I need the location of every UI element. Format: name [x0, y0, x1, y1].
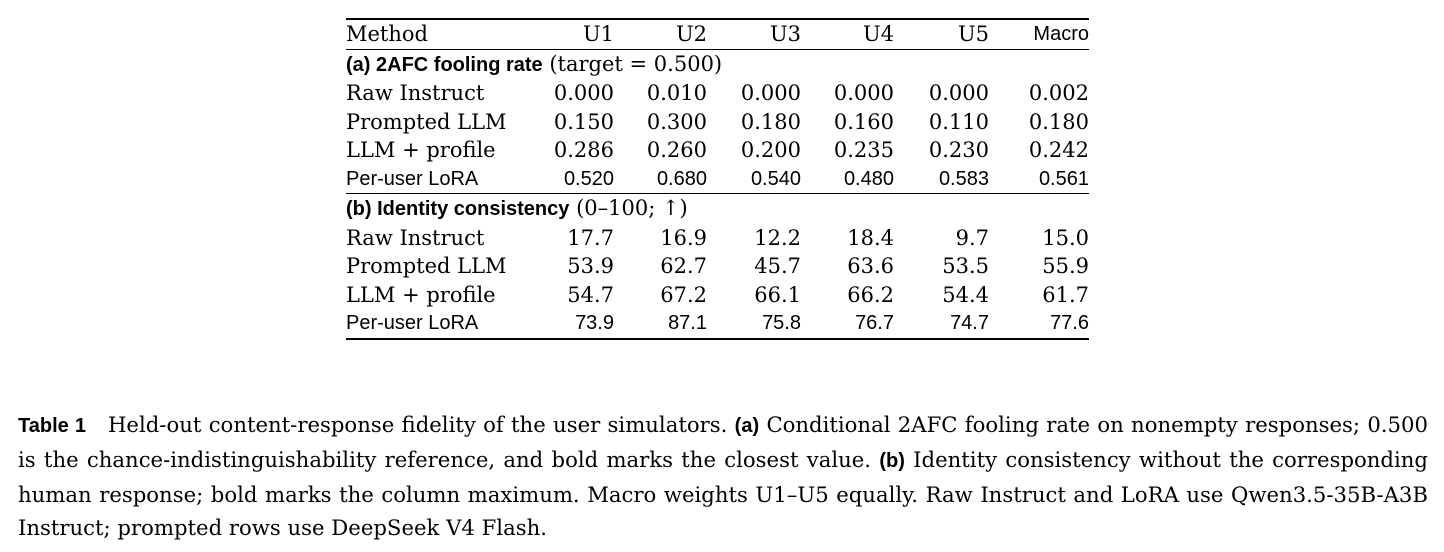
column-header-u2: U2	[675, 22, 707, 46]
section-a-note: (target = 0.500)	[549, 51, 723, 76]
value-cell: 0.110	[928, 109, 989, 134]
value-cell: 0.286	[553, 138, 614, 162]
value-cell: 63.6	[847, 254, 894, 278]
caption-part-a-text: Conditional 2AFC fooling rate on nonempty responses; 0.500 is the chance-indistinguishability reference, and bold marks the closest value.	[18, 412, 1428, 472]
value-cell: 87.1	[668, 312, 707, 334]
value-cell: 54.4	[942, 282, 989, 307]
macro-cell: 77.6	[1050, 312, 1089, 334]
method-cell: Prompted LLM	[346, 254, 507, 278]
macro-cell: 0.561	[1038, 167, 1089, 190]
column-header-u1: U1	[582, 22, 614, 46]
value-cell: 0.010	[646, 81, 707, 105]
macro-cell: 55.9	[1042, 254, 1089, 278]
macro-cell: 0.180	[1028, 109, 1089, 134]
value-cell: 73.9	[575, 312, 614, 334]
value-cell: 0.000	[928, 81, 989, 105]
caption-intro: Held-out content-response fidelity of the user simulators.	[107, 412, 728, 437]
table-row	[346, 224, 1089, 253]
column-header-u3: U3	[769, 22, 801, 46]
value-cell: 53.9	[567, 254, 614, 278]
value-cell: 9.7	[955, 225, 989, 250]
value-cell: 0.150	[553, 109, 614, 134]
caption-part-b-label: (b)	[879, 450, 905, 472]
section-b-title: (b) Identity consistency	[346, 198, 570, 220]
value-cell: 18.4	[847, 225, 894, 250]
value-cell: 0.000	[553, 81, 614, 105]
column-header-u5: U5	[957, 22, 989, 46]
section-b-note: (0–100; ↑)	[576, 196, 688, 220]
value-cell: 0.480	[843, 167, 894, 190]
column-header-u4: U4	[862, 22, 894, 46]
value-cell: 53.5	[942, 254, 989, 278]
table-row	[346, 79, 1089, 108]
value-cell: 16.9	[660, 225, 707, 250]
method-cell: Raw Instruct	[346, 81, 485, 105]
section-a-title: (a) 2AFC fooling rate	[346, 53, 543, 76]
table-row	[346, 281, 1089, 310]
method-cell: Per-user LoRA	[346, 167, 479, 190]
caption-part-b-text: Identity consistency without the corresponding human response; bold marks the column maximum. Macro weights U1–U5 equally. Raw Instruct and LoRA use Qwen3.5-35B-A3B Instruct; prompted rows use DeepSeek V4 Flash.	[18, 447, 1428, 540]
value-cell: 0.230	[928, 138, 989, 162]
value-cell: 0.000	[833, 81, 894, 105]
method-cell: LLM + profile	[346, 138, 496, 162]
value-cell: 54.7	[567, 282, 614, 307]
table-row-best	[346, 165, 1089, 194]
value-cell: 62.7	[660, 254, 707, 278]
results-table	[346, 18, 1089, 340]
macro-cell: 0.002	[1028, 81, 1089, 105]
value-cell: 0.200	[740, 138, 801, 162]
value-cell: 0.180	[740, 109, 801, 134]
macro-cell: 15.0	[1042, 225, 1089, 250]
value-cell: 0.680	[656, 167, 707, 190]
value-cell: 67.2	[660, 282, 707, 307]
table-caption	[18, 408, 1428, 544]
table-row	[346, 136, 1089, 165]
caption-label: Table 1	[18, 415, 87, 437]
caption-part-a-label: (a)	[734, 415, 760, 437]
macro-cell: 61.7	[1042, 282, 1089, 307]
column-header-macro: Macro	[1033, 23, 1089, 45]
value-cell: 0.000	[740, 81, 801, 105]
value-cell: 0.160	[833, 109, 894, 134]
value-cell: 66.2	[847, 282, 894, 307]
value-cell: 0.235	[833, 138, 894, 162]
table-row-best	[346, 309, 1089, 339]
value-cell: 66.1	[754, 282, 801, 307]
value-cell: 45.7	[754, 254, 801, 278]
value-cell: 75.8	[762, 312, 801, 334]
macro-cell: 0.242	[1028, 138, 1089, 162]
column-header-method: Method	[346, 22, 428, 46]
method-cell: Per-user LoRA	[346, 312, 479, 334]
value-cell: 74.7	[950, 312, 989, 334]
value-cell: 12.2	[754, 225, 801, 250]
value-cell: 0.300	[646, 109, 707, 134]
section-b-header	[346, 194, 1089, 224]
method-cell: Prompted LLM	[346, 109, 507, 134]
value-cell: 0.540	[750, 167, 801, 190]
method-cell: LLM + profile	[346, 282, 496, 307]
value-cell: 17.7	[567, 225, 614, 250]
table-row	[346, 108, 1089, 137]
method-cell: Raw Instruct	[346, 225, 485, 250]
value-cell: 0.260	[646, 138, 707, 162]
header-row	[346, 19, 1089, 49]
section-a-header	[346, 49, 1089, 79]
value-cell: 76.7	[855, 312, 894, 334]
value-cell: 0.583	[938, 167, 989, 190]
table-row	[346, 252, 1089, 281]
value-cell: 0.520	[563, 167, 614, 190]
